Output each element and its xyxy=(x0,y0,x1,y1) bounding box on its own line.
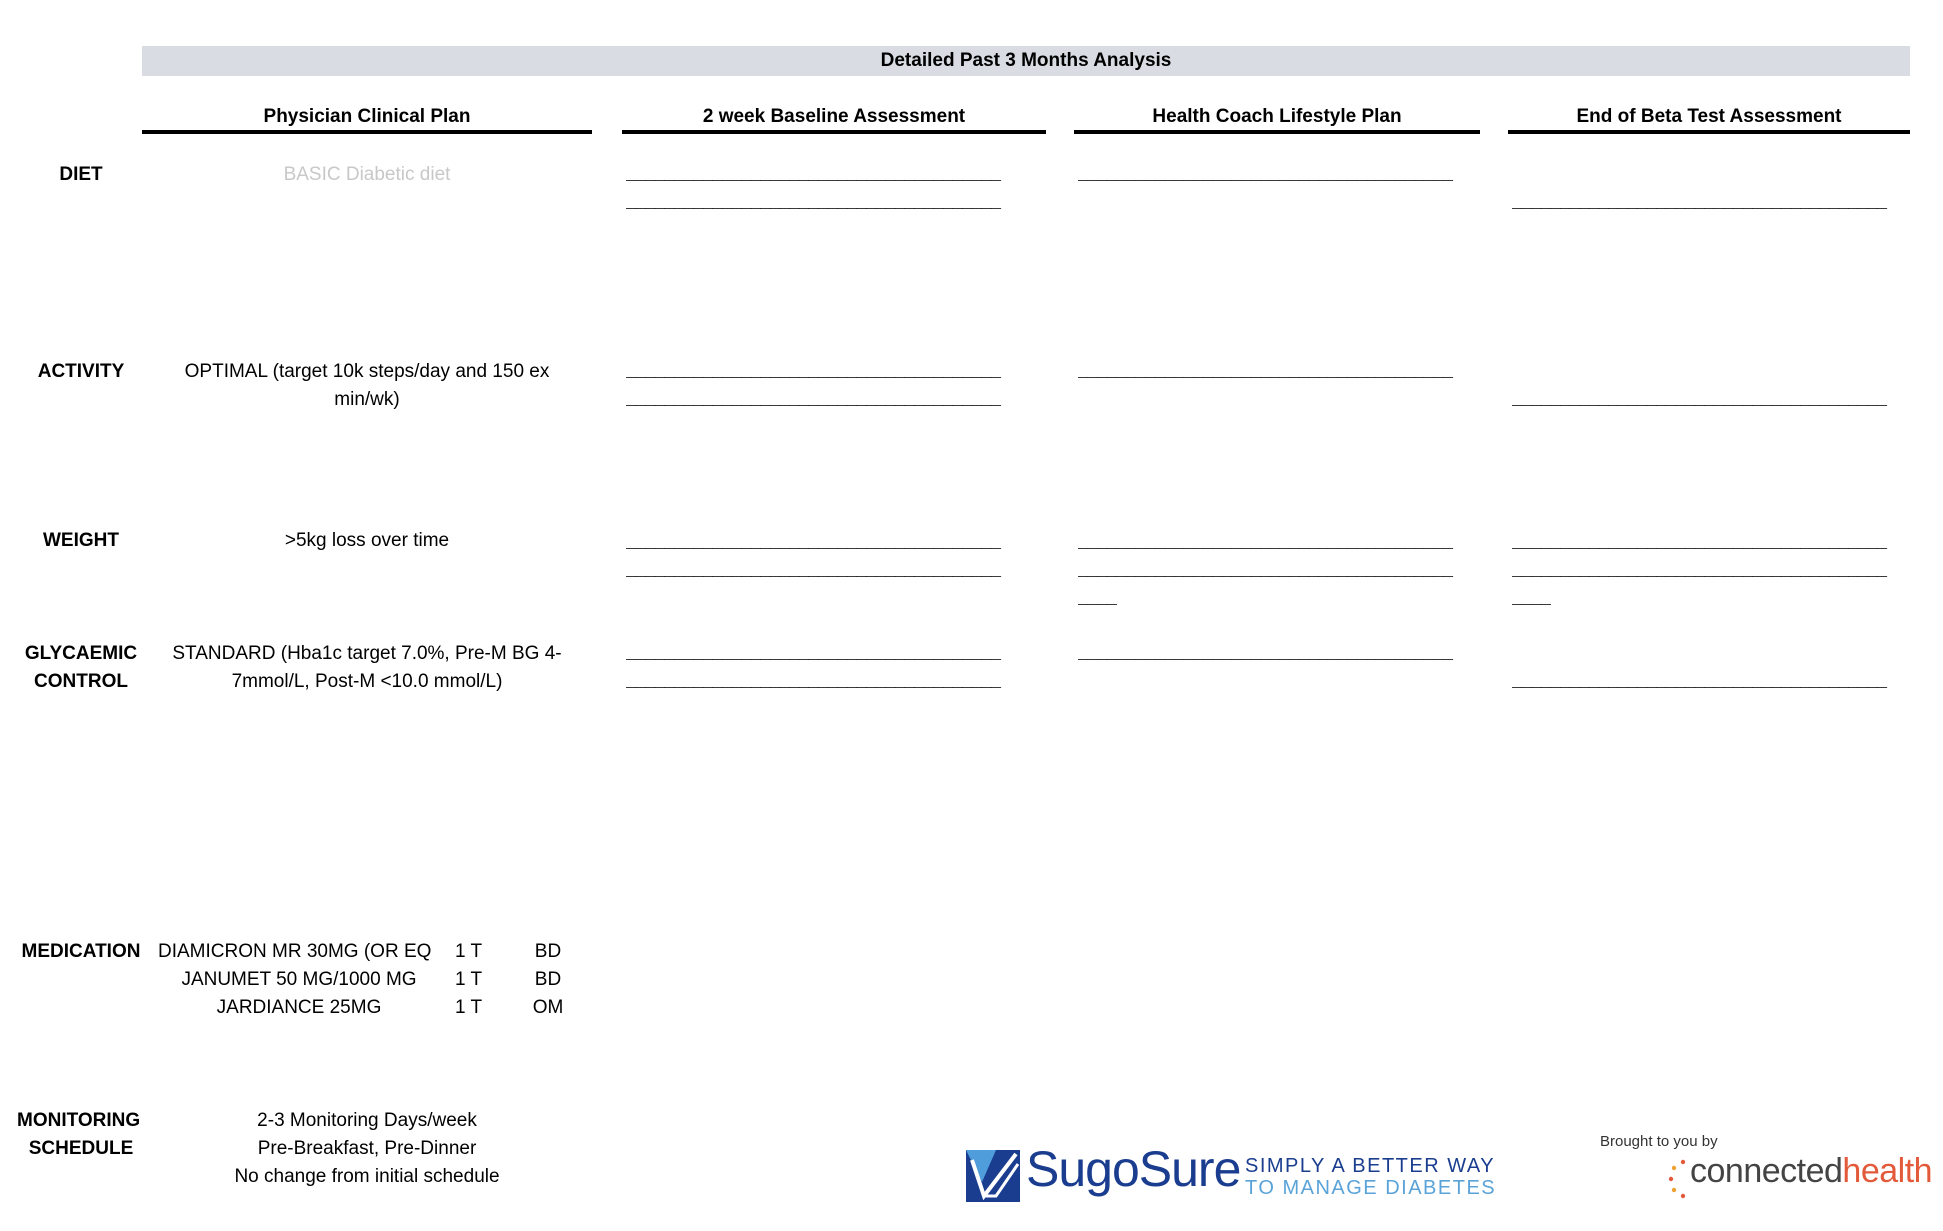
medication-3-name: JARDIANCE 25MG xyxy=(216,997,382,1018)
activity-plan-line-2: min/wk) xyxy=(334,389,400,410)
glycaemic-plan-line-2: 7mmol/L, Post-M <10.0 mmol/L) xyxy=(231,671,503,692)
weight-endtest-blank-2: _______________________________________ xyxy=(1512,562,1887,581)
diet-coach-blank-1: _______________________________________ xyxy=(1078,166,1453,185)
diet-baseline-blank-1: _______________________________________ xyxy=(626,166,1001,185)
row-label-activity: ACTIVITY xyxy=(37,361,125,382)
glycaemic-baseline-blank-2: _______________________________________ xyxy=(626,673,1001,692)
monitoring-line-3: No change from initial schedule xyxy=(234,1166,500,1187)
row-label-medication: MEDICATION xyxy=(21,941,141,962)
row-label-weight: WEIGHT xyxy=(43,530,119,551)
weight-coach-blank-2: _______________________________________ xyxy=(1078,562,1453,581)
weight-baseline-blank-2: _______________________________________ xyxy=(626,562,1001,581)
activity-endtest-blank-1: _______________________________________ xyxy=(1512,391,1887,410)
column-header-physician: Physician Clinical Plan xyxy=(142,104,592,134)
weight-coach-blank-1: _______________________________________ xyxy=(1078,534,1453,553)
row-label-glycaemic-line-2: CONTROL xyxy=(34,671,128,692)
glycaemic-plan-line-1: STANDARD (Hba1c target 7.0%, Pre-M BG 4- xyxy=(172,643,562,664)
sugosure-logo-icon xyxy=(966,1150,1020,1202)
glycaemic-endtest-blank-1: _______________________________________ xyxy=(1512,673,1887,692)
medication-1-dose: 1 T xyxy=(455,941,483,962)
glycaemic-baseline-blank-1: _______________________________________ xyxy=(626,645,1001,664)
glycaemic-coach-blank-1: _______________________________________ xyxy=(1078,645,1453,664)
tagline-line-2: TO MANAGE DIABETES xyxy=(1245,1177,1497,1199)
weight-endtest-blank-3: ____ xyxy=(1512,590,1551,609)
medication-1-frequency: BD xyxy=(534,941,562,962)
diet-plan: BASIC Diabetic diet xyxy=(283,164,451,185)
medication-2-name: JANUMET 50 MG/1000 MG xyxy=(181,969,417,990)
connectedhealth-brand-part-1: connected xyxy=(1690,1152,1843,1190)
weight-endtest-blank-1: _______________________________________ xyxy=(1512,534,1887,553)
activity-baseline-blank-2: _______________________________________ xyxy=(626,391,1001,410)
diet-endtest-blank-1: _______________________________________ xyxy=(1512,194,1887,213)
column-header-endtest: End of Beta Test Assessment xyxy=(1508,104,1910,134)
row-label-glycaemic-line-1: GLYCAEMIC xyxy=(24,643,138,664)
medication-1-name: DIAMICRON MR 30MG (OR EQ xyxy=(158,941,432,962)
monitoring-line-2: Pre-Breakfast, Pre-Dinner xyxy=(257,1138,477,1159)
medication-2-frequency: BD xyxy=(534,969,562,990)
column-header-baseline: 2 week Baseline Assessment xyxy=(622,104,1046,134)
medication-3-dose: 1 T xyxy=(455,997,483,1018)
medication-3-frequency: OM xyxy=(532,997,564,1018)
monitoring-line-1: 2-3 Monitoring Days/week xyxy=(257,1110,477,1131)
weight-coach-blank-3: ____ xyxy=(1078,590,1117,609)
activity-coach-blank-1: _______________________________________ xyxy=(1078,363,1453,382)
row-label-monitoring-line-1: MONITORING xyxy=(17,1110,141,1131)
connectedhealth-brand xyxy=(1690,1152,1932,1191)
tagline-line-1: SIMPLY A BETTER WAY xyxy=(1245,1155,1496,1177)
sugosure-brand: SugoSure xyxy=(1026,1141,1241,1197)
medication-2-dose: 1 T xyxy=(455,969,483,990)
analysis-banner: Detailed Past 3 Months Analysis xyxy=(142,46,1910,76)
row-label-monitoring-line-2: SCHEDULE xyxy=(28,1138,134,1159)
brought-by-label: Brought to you by xyxy=(1600,1133,1718,1150)
weight-plan: >5kg loss over time xyxy=(284,530,450,551)
activity-baseline-blank-1: _______________________________________ xyxy=(626,363,1001,382)
weight-baseline-blank-1: _______________________________________ xyxy=(626,534,1001,553)
activity-plan-line-1: OPTIMAL (target 10k steps/day and 150 ex xyxy=(184,361,550,382)
connectedhealth-brand-part-2: health xyxy=(1842,1152,1933,1190)
row-label-diet: DIET xyxy=(59,164,103,185)
column-header-coach: Health Coach Lifestyle Plan xyxy=(1074,104,1480,134)
diet-baseline-blank-2: _______________________________________ xyxy=(626,194,1001,213)
